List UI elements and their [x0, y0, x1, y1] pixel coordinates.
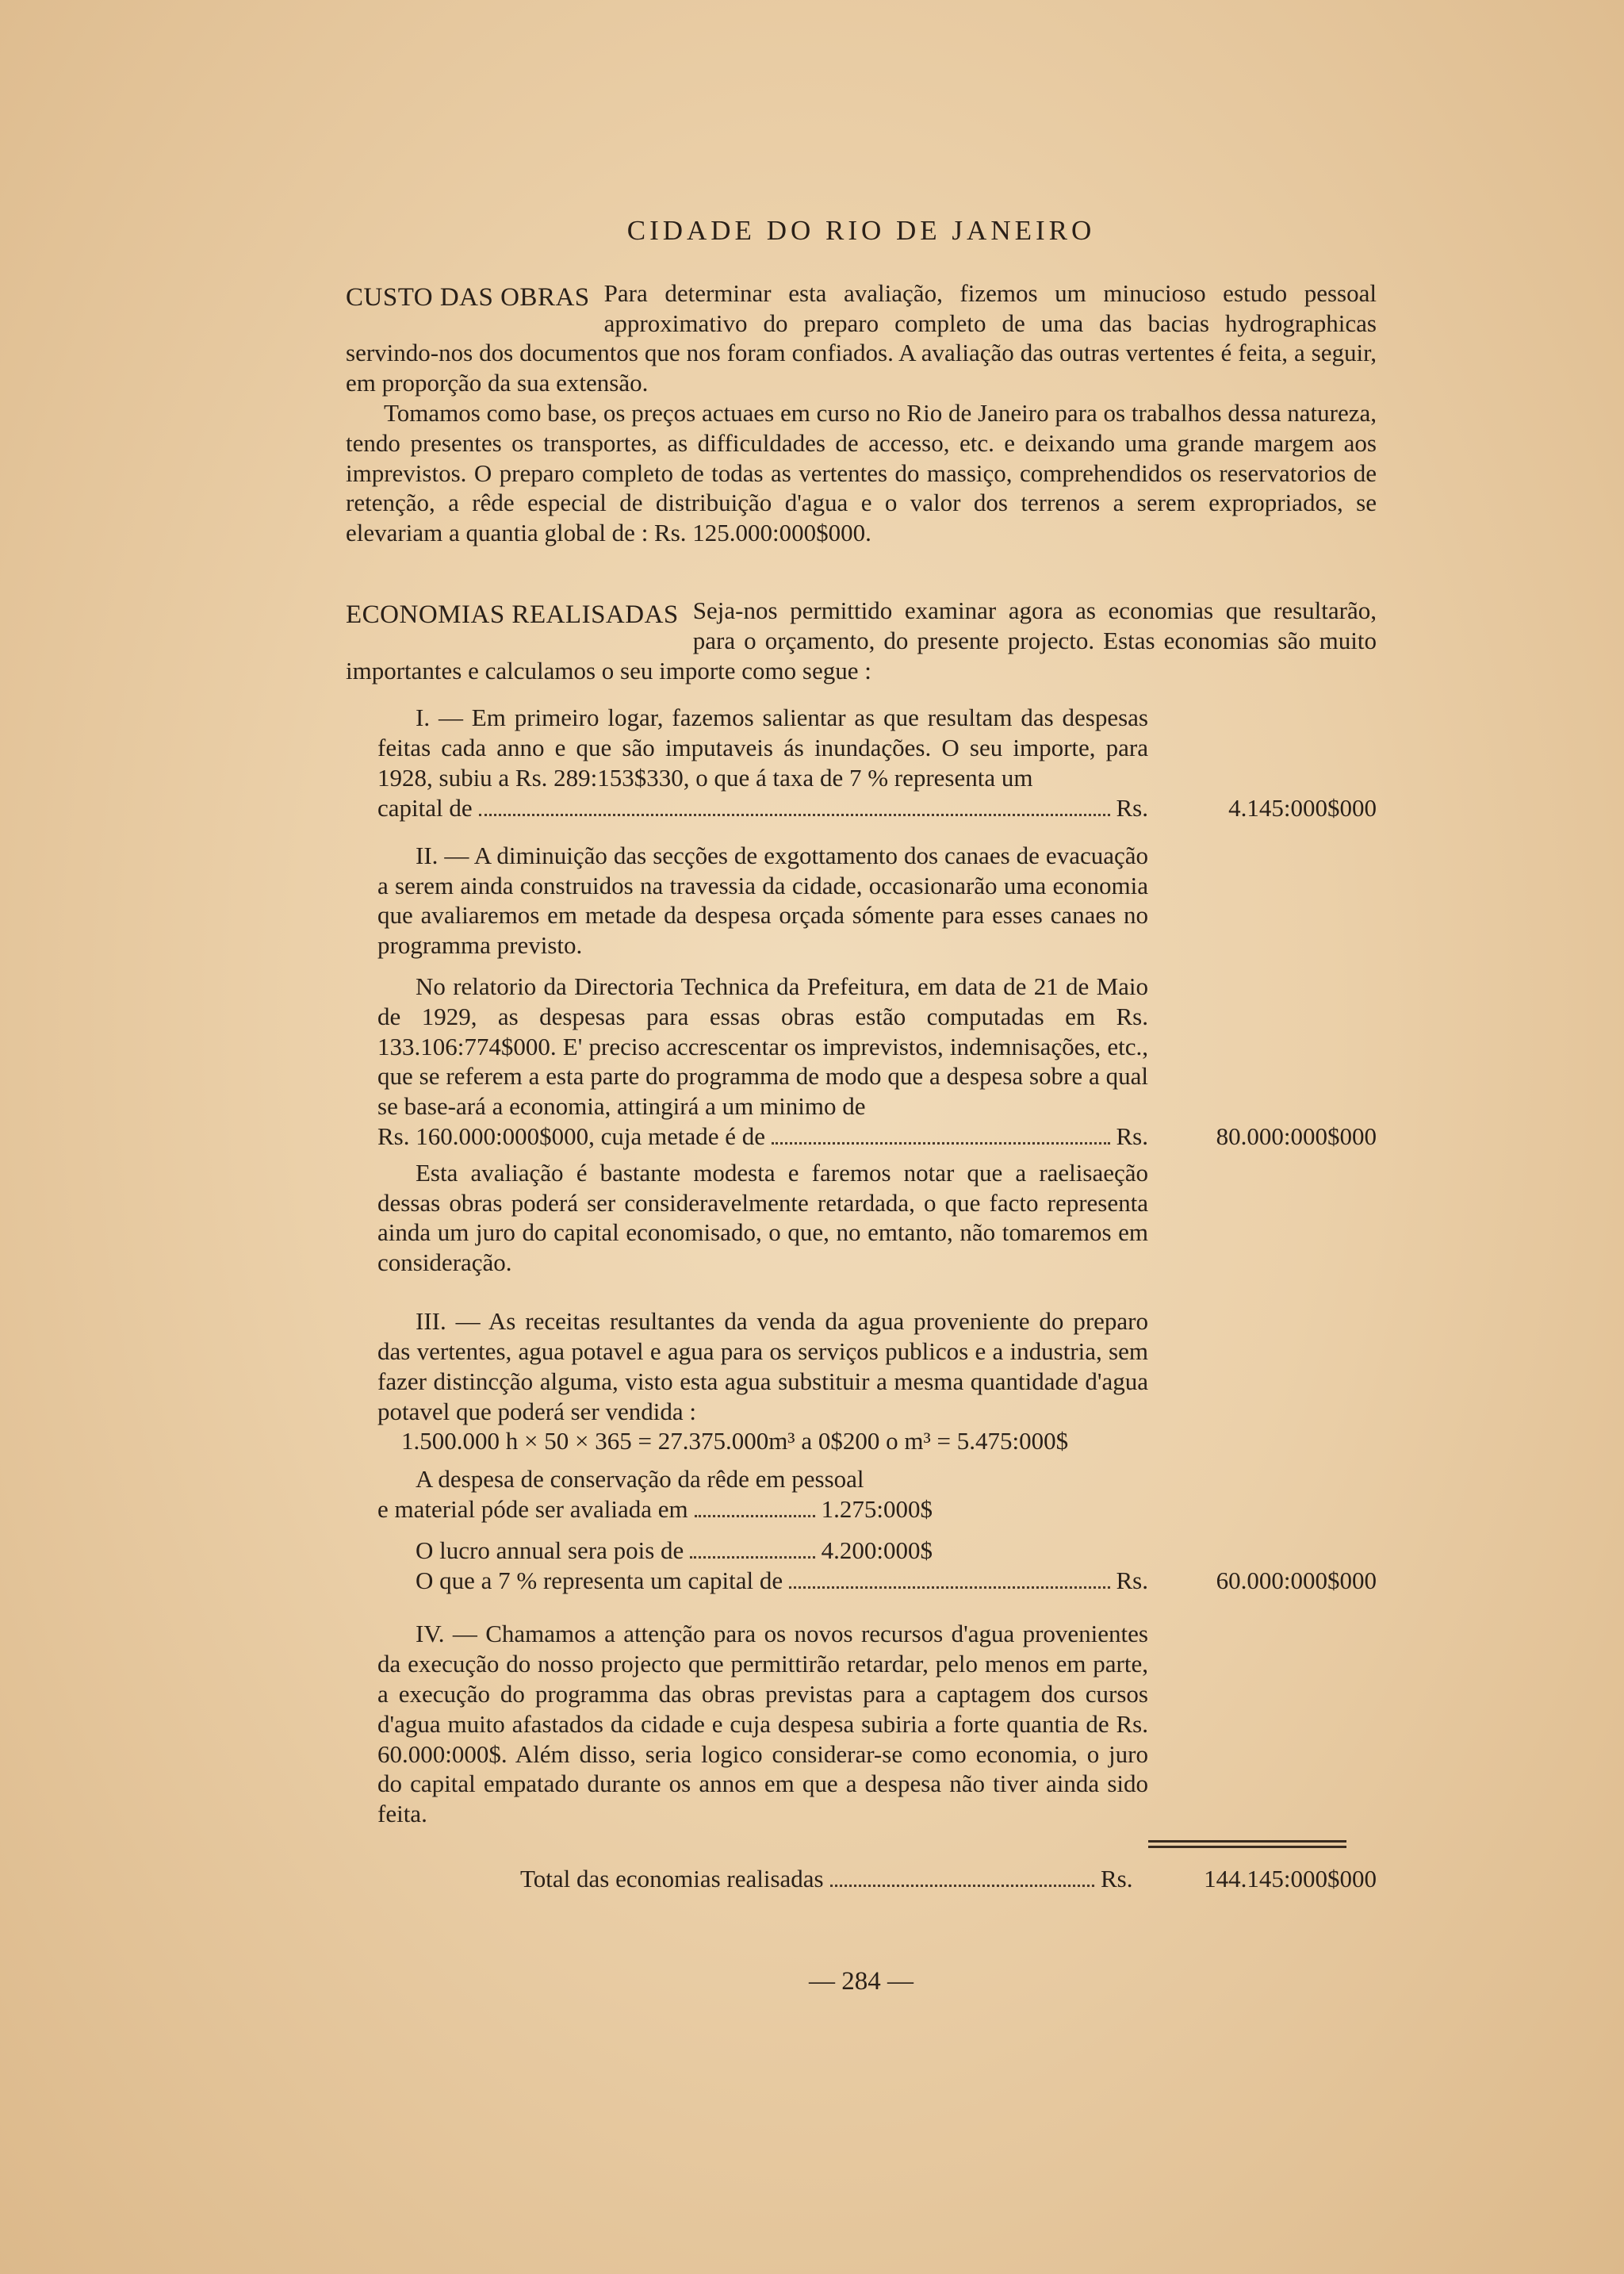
section-heading-economias: ECONOMIAS REALISADAS — [346, 600, 679, 629]
item-3-rs: Rs. — [1116, 1566, 1148, 1594]
item-3-paragraph-2-line-2: e material póde ser avaliada em — [377, 1494, 688, 1523]
paragraph-economias-intro: Seja-nos permittido examinar agora as economias que resultarão, para o orçamento, do presente projecto. Estas economias são muito importantes e calculamos o seu importe como segue : — [346, 596, 1377, 685]
item-3-capital-label: O que a 7 % representa um capital de — [416, 1566, 783, 1594]
item-3 — [346, 1306, 1377, 1595]
item-1 — [346, 703, 1377, 823]
dot-leader — [695, 1515, 815, 1517]
item-4 — [346, 1619, 1377, 1829]
section-economias-realisadas — [346, 596, 1377, 685]
item-2-paragraph-3: Esta avaliação é bastante modesta e faremos notar que a raelisaeção dessas obras poderá ser consideravelmente retardada, o que facto representa ainda um juro do capital economisado, o que, no emtanto, não tomaremos em consideração. — [377, 1158, 1148, 1277]
item-1-rs: Rs. — [1116, 793, 1148, 822]
total-amount: 144.145:000$000 — [1204, 1865, 1377, 1893]
item-3-paragraph-2-line-1: A despesa de conservação da rêde em pessoal — [416, 1465, 864, 1494]
item-3-lucro-label: O lucro annual sera pois de — [416, 1536, 684, 1564]
total-row — [520, 1864, 1377, 1894]
dot-leader — [479, 814, 1110, 816]
paragraph-custo-2: Tomamos como base, os preços actuaes em curso no Rio de Janeiro para os trabalhos dessa natureza, tendo presentes os transportes, as difficuldades de accesso, etc. e deixando uma grande margem aos imprevistos. O preparo completo de todas as vertentes do massiço, comprehendidos os reservatorios de retenção, a rêde especial de distribuição d'agua e o valor dos terrenos a serem expropriados, se elevariam a quantia global de : Rs. 125.000:000$000. — [346, 398, 1377, 547]
dot-leader — [772, 1142, 1109, 1145]
item-3-conservation-value: 1.275:000$ — [821, 1494, 933, 1523]
document-page — [346, 214, 1377, 1997]
item-2-paragraph-2: No relatorio da Directoria Technica da Prefeitura, em data de 21 de Maio de 1929, as despesas para essas obras estão computadas em Rs. 133.106:774$000. E' preciso accrescentar os imprevistos, indemnisações, etc., que se referem a esta parte do programma de modo que a despesa sobre a qual se base-ará a economia, attingirá a um minimo de — [377, 972, 1148, 1121]
item-3-equation: 1.500.000 h × 50 × 365 = 27.375.000m³ a 0$200 o m³ = 5.475:000$ — [401, 1427, 1069, 1455]
item-1-last-line: capital de — [377, 793, 473, 822]
item-3-paragraph-1: III. — As receitas resultantes da venda da agua proveniente do preparo das vertentes, agua potavel e agua para os serviços publicos e a industria, sem fazer distincção alguma, visto esta agua substituir a mesma quantidade d'agua potavel que poderá ser vendida : — [377, 1307, 1148, 1425]
item-2-amount: 80.000:000$000 — [1216, 1122, 1377, 1150]
item-2-last-line: Rs. 160.000:000$000, cuja metade é de — [377, 1122, 766, 1150]
page-number: — 284 — — [809, 1966, 914, 1996]
total-rs: Rs. — [1101, 1865, 1133, 1893]
item-3-amount: 60.000:000$000 — [1216, 1566, 1377, 1594]
dot-leader — [830, 1885, 1094, 1887]
section-custo-das-obras — [346, 278, 1377, 548]
paragraph-custo-1: Para determinar esta avaliação, fizemos um minucioso estudo pessoal approximativo do preparo completo de uma das bacias hydrographicas servindo-nos dos documentos que nos foram confiados. A avaliação das outras vertentes é feita, a seguir, em proporção da sua extensão. — [346, 278, 1377, 397]
running-head: CIDADE DO RIO DE JANEIRO — [626, 215, 1096, 246]
dot-leader — [690, 1556, 814, 1559]
total-double-rule — [1148, 1840, 1346, 1848]
item-4-text: IV. — Chamamos a attenção para os novos recursos d'agua provenientes da execução do nosso projecto que permittirão retardar, pelo menos em parte, a execução do programma das obras previstas para a captagem dos cursos d'agua muito afastados da cidade e cuja despesa subiria a forte quantia de Rs. 60.000:000$. Além disso, seria logico considerar-se como economia, o juro do capital empatado durante os annos em que a despesa não tiver ainda sido feita. — [377, 1620, 1148, 1828]
item-3-lucro-value: 4.200:000$ — [821, 1536, 933, 1564]
item-2-rs: Rs. — [1116, 1122, 1148, 1150]
section-heading-custo: CUSTO DAS OBRAS — [346, 282, 590, 312]
item-2-paragraph-1: II. — A diminuição das secções de exgottamento dos canaes de evacuação a serem ainda construidos na travessia da cidade, occasionarão uma economia que avaliaremos em metade da despesa orçada sómente para esses canaes no programma previsto. — [377, 841, 1148, 960]
total-label: Total das economias realisadas — [520, 1865, 824, 1893]
dot-leader — [789, 1586, 1109, 1589]
item-1-text: I. — Em primeiro logar, fazemos salientar as que resultam das despesas feitas cada anno e que são imputaveis ás inundações. O seu importe, para 1928, subiu a Rs. 289:153$330, o que á taxa de 7 % representa um — [377, 704, 1148, 792]
item-1-amount: 4.145:000$000 — [1228, 793, 1377, 822]
item-2 — [346, 841, 1377, 1278]
